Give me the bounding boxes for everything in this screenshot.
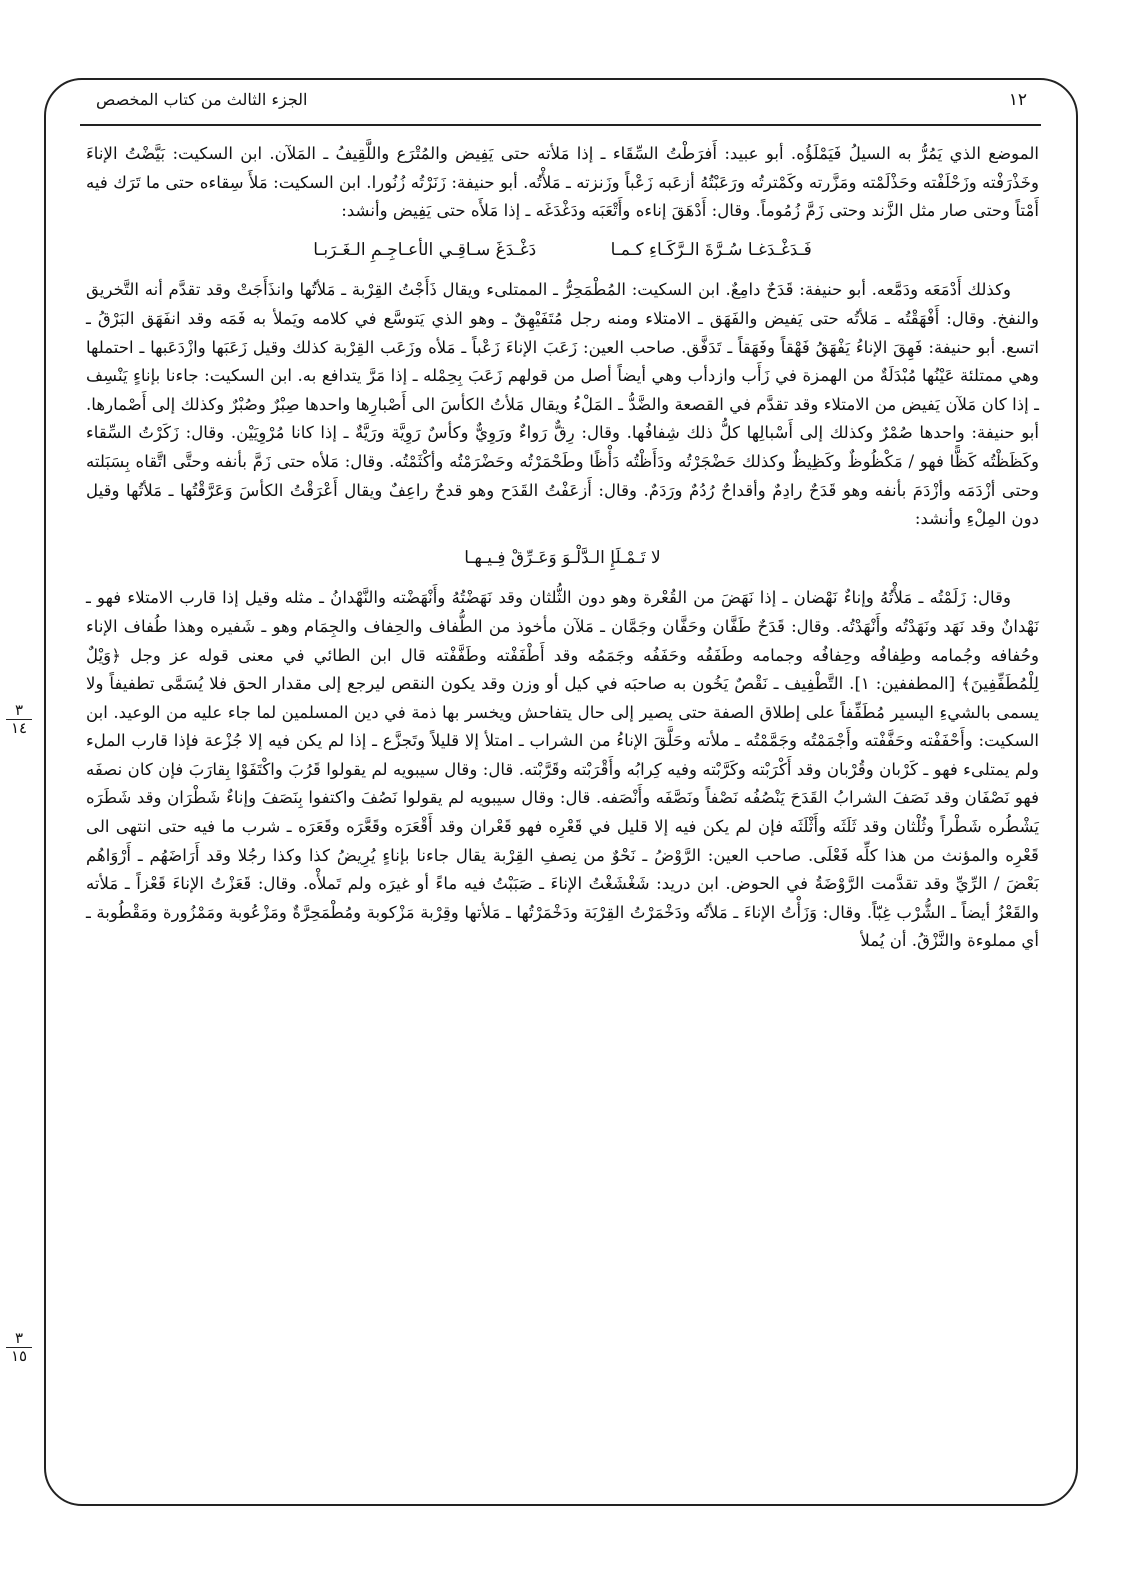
verse-1 <box>86 236 1039 265</box>
paragraph-3: وقال: زَلَمْتُه ـ مَلأْتُهُ وإناءٌ نَهْضان ـ إذا نَهَضَ من القُعْرة وهو دون الثُّلثان وقد نَهَضْتُهُ وأَنْهَضْته والنَّهْدانُ ـ مثله وقيل إذا قارب الامتلاء فهو ـ نَهْدانٌ وقد نَهَد ونَهَدْتُه وأَنْهَدْتُه. وقال: قَدَحٌ طَفَّان وحَفَّان وجَمَّان ـ مَلآن مأخوذ من الطُّفاف والحِفاف والجِمَام وهو ـ شَفيره وهذا طُفاف الإناء وحُفافه وجُمامه وطِفافُه وحِفافُه وجمامه وطَفَفُه وحَفَفُه وجَمَمُه وقد أَطْفَفْته وطَفَّفْته قال ابن الطائي في معنى قوله عز وجل ﴿وَيْلٌ لِلْمُطَفِّفِينَ﴾ [المطففين: ١]. التَّطْفِيف ـ نَقْصٌ يَخُون به صاحبَه في كيل أو وزن وقد يكون النقص ليرجع إلى مقدار الحق فلا يُسَمَّى تطفيفاً ولا يسمى بالشيءِ اليسير مُطَفِّفاً على إطلاق الصفة حتى يصير إلى حال يتفاحش ويخسر بها ذمة في دين المسلمين لما جاء عليه من الوعيد. ابن السكيت: وأَحْفَفْته وحَفَّفْته وأَجْمَمْتُه وجَمَّمْتُه ـ ملأته وحَلَّقَ الإناءُ من الشراب ـ امتلأ إلا قليلاً وتَجزَّع ـ إذا لم يكن فيه إلا جُزْعة فإذا قارب الملء ولم يمتلىء فهو ـ كَرْبان وقُرْبان وقد أَكْرَبْته وكَرَّبْته وفيه كِرابُه وأَقْرَبْته وقَرَّبْته. قال: وقال سيبويه لم يقولوا قَرُبَ واكْتَفَوْا بِقارَبَ فإن كان نصفَه فهو نَصْفَان وقد نَصَفَ الشرابُ القَدَحَ يَنْصُفُه نَصْفاً ونَصَّفَه وأَنْصَفه. قال: وقال سيبويه لم يقولوا نَصُفَ واكتفوا بِنَصَفَ وإناءٌ شَطْرَان وقد شَطَرَه يَشْطُره شَطْراً وثُلْثان وقد ثَلَثَه وأَثْلَثَه فإن لم يكن فيه إلا قليل في قَعْرِه فهو قَعْران وقد أَقْعَرَه وقَعَّرَه وقَعَرَه ـ شرب ما فيه حتى انتهى الى قَعْرِه والمؤنث من هذا كلِّه فَعْلَى. صاحب العين: الرَّوْضُ ـ نَحْوٌ من نِصفِ القِرْبة يقال جاءنا بإناءٍ يُرِيضُ كذا وكذا رجُلا وقد أَرَاضَهُم ـ أَرْوَاهُم بَعْضَ / الرِّيِّ وقد تقدَّمت الرَّوْضَةُ في الحوض. ابن دريد: شَغْشَغْتُ الإناءَ ـ صَبَبْتُ فيه ماءً أو غيرَه ولم تَملأْه. وقال: قَعَزْتُ الإناءَ قَعْزاً ـ مَلأته والقَعْزُ أيضاً ـ الشُّرْب غِبّاً. وقال: وَزَأْتُ الإناءَ ـ مَلأتُه ودَخْمَرْتُ القِرْبَة ودَخْمَرْتُها ـ مَلأتها وقِرْبة مَزْكوبة ومُطْمَحِرَّةٌ ومَزْعُوبة ومَمْزُورة ومَقْطُوبة ـ أي مملوءة والنَّزْقُ. أن يُملأ <box>86 588 1039 951</box>
main-text <box>86 140 1039 956</box>
verse-2: لا تَـمْـلَإِ الـدَّلْـوَ وَعَـرِّقْ فِـيـهـا <box>464 547 661 568</box>
margin-reference-14: ٣ ١٤ <box>6 702 32 737</box>
header-rule <box>80 124 1041 126</box>
page-header <box>80 88 1043 124</box>
paragraph-1: الموضع الذي يَمُرُّ به السيلُ فَيَمْلَؤُه. أبو عبيد: أَفرَطْتُ السِّقَاء ـ إذا مَلأته حتى يَفِيض والمُتْرَع واللَّقِيفُ ـ المَلآن. ابن السكيت: بَيَّضْتُ الإناءَ وخَذْرَفْته وزَحْلَفْته وحَذْلَمْته ومَزَّرته وكَمْترتُه ورَعَبْتُهُ أزعَبه زَعْباً وزَنزته ـ مَلأْتُه. أبو حنيفة: زَنَرْتُه زُنُورا. ابن السكيت: مَلأَ سِقاءه حتى ما تَرَك فيه أَمْتاً وحتى صار مثل الزَّند وحتى زَمَّ زُمُوماً. وقال: أَدْهَقَ إناءه وأَتْعَبَه ودَغْدَغَه ـ إذا مَلأَه حتى يَفِيض وأنشد: <box>86 144 1039 221</box>
running-title: الجزء الثالث من كتاب المخصص <box>96 90 308 109</box>
verse-1-first-hemistich: فَـدَغْـدَغـا سُـرَّةَ الـرَّكَـاءِ كـمـا <box>610 239 812 260</box>
margin-reference-15: ٣ ١٥ <box>6 1330 32 1365</box>
verse-1-second-hemistich: دَغْـدَغَ سـاقِـي الأعـاجِـمِ الـغَـرَبـا <box>313 239 537 260</box>
paragraph-2: وكذلك أَدْمَعَه ودَمَّعه. أبو حنيفة: قَدَحٌ دامِعٌ. ابن السكيت: المُطْمَحِرُّ ـ الممتلىء ويقال ذَأَجْتُ القِرْبة ـ مَلأتُها وانذَأَجَتْ وقد تقدَّم أنه التَّخريق والنفخ. وقال: أَفْهَقْتُه ـ مَلأتُه حتى يَفيض والفَهَق ـ الامتلاء ومنه رجل مُتَفَيْهِقٌ ـ وهو الذي يَتوسَّع في كلامه ويَملأ به فَمَه وقد انفَهَق البَرْقُ ـ اتسع. أبو حنيفة: فَهِقَ الإناءُ يَفْهَقُ فَهْقاً وفَهَقاً ـ تَدَفَّق. صاحب العين: زَعَبَ الإناءَ زَعْباً ـ مَلأه وزَعَب القِرْبة كذلك وقيل زَعَبَها وازْدَعَبها ـ احتملها وهي ممتلئة عَيْنُها مُبْدَلَةٌ من الهمزة في زَأَب وازدأب وهي أيضاً أصل من قولهم زَعَبَ بِحِمْله ـ إذا مَرَّ يتدافع به. ابن السكيت: جاءنا بإناءٍ يَنْسِف ـ إذا كان مَلآن يَفيض من الامتلاء وقد تقدَّم في القصعة والضَّدُّ ـ المَلْءُ ويقال مَلأتُ الكأسَ الى أَصْبارِها واحدها صِبْرٌ وصُبْرٌ وكذلك إلى أَصْمارها. أبو حنيفة: واحدها صُمْرٌ وكذلك إلى أَسْبالِها كلُّ ذلك شِفافُها. وقال: رِقٌّ رَواءٌ ورَوِيٌّ وكأسٌ رَوِيَّة ورَيَّةٌ ـ إذا كانا مُرْوِيَيْن. وقال: زَكَرْتُ السِّقاء وكَظَظْتُه كَظًّا فهو / مَكْظُوظٌ وكَظِيظٌ وكذلك حَضْجَرْتُه ودَأَظْتُه دَأْظًا وطَحْمَرْتُه وحَضْرَمْتُه وأكْثَمْتُه. وقال: مَلأه حتى زَمَّ بأنفه وحتَّى اتَّقاه بِسَبَلته وحتى أزْدَمَه وأزْدَمَ بأنفه وهو قَدَحٌ رادِمٌ وأقداحٌ رُدُمٌ ورَدَمٌ. وقال: أَزعَفْتُ القَدَح وهو قدحٌ راعِفٌ ويقال أَعْرَقْتُ الكأسَ وَعَرَّقْتُها ـ مَلأتُها وقيل دون المِلْءِ وأنشد: <box>86 280 1039 529</box>
page-number: ١٢ <box>1008 90 1027 110</box>
